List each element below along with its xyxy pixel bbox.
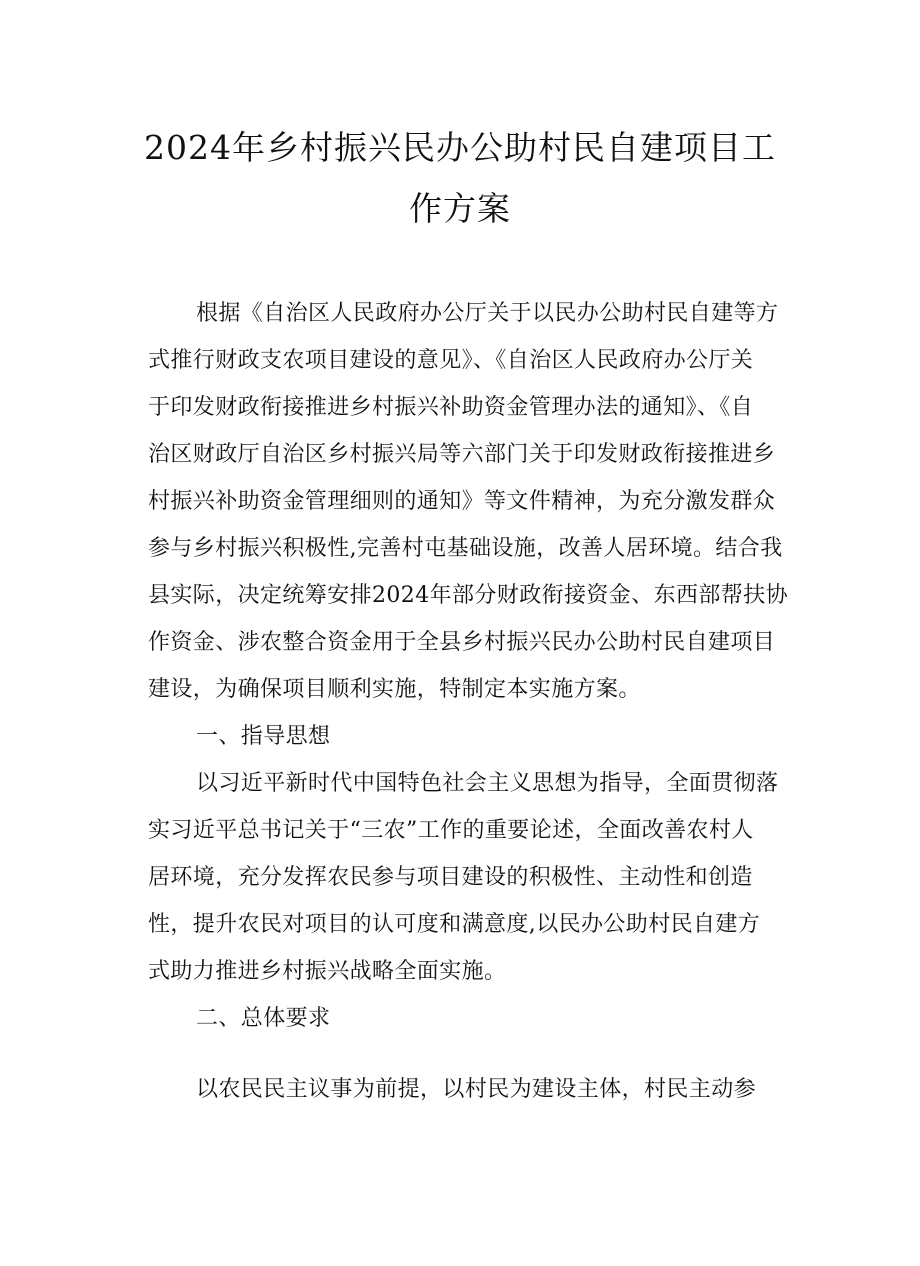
- document-title-line-1: 2024年乡村振兴民办公助村民自建项目工: [144, 128, 776, 167]
- section-heading-guiding-ideology: 一、指导思想: [196, 724, 331, 749]
- section1-paragraph-line: 居环境，充分发挥农民参与项目建设的积极性、主动性和创造: [148, 865, 753, 890]
- section1-paragraph-line: 实习近平总书记关于“三农”工作的重要论述，全面改善农村人: [148, 818, 754, 843]
- document-title-line-2: 作方案: [409, 189, 511, 228]
- intro-paragraph-line: 县实际，决定统筹安排2024年部分财政衔接资金、东西部帮扶协: [148, 583, 788, 608]
- intro-paragraph-line: 作资金、涉农整合资金用于全县乡村振兴民办公助村民自建项目: [148, 630, 776, 655]
- intro-paragraph-line: 村振兴补助资金管理细则的通知》等文件精神，为充分激发群众: [148, 489, 776, 514]
- section-heading-overall-requirements: 二、总体要求: [196, 1006, 331, 1031]
- intro-paragraph-line: 式推行财政支农项目建设的意见》、《自治区人民政府办公厅关: [148, 348, 754, 373]
- intro-paragraph-line: 建设，为确保项目顺利实施，特制定本实施方案。: [148, 677, 641, 702]
- section1-paragraph-line: 以习近平新时代中国特色社会主义思想为指导，全面贯彻落: [196, 771, 779, 796]
- section1-paragraph-line: 性，提升农民对项目的认可度和满意度,以民办公助村民自建方: [148, 912, 761, 937]
- intro-paragraph-line: 根据《自治区人民政府办公厅关于以民办公助村民自建等方: [196, 301, 779, 326]
- section2-paragraph-line: 以农民民主议事为前提，以村民为建设主体，村民主动参: [196, 1077, 757, 1102]
- intro-paragraph-line: 于印发财政衔接推进乡村振兴补助资金管理办法的通知》、《自: [148, 395, 754, 420]
- intro-paragraph-line: 参与乡村振兴积极性,完善村屯基础设施，改善人居环境。结合我: [148, 536, 783, 561]
- section1-paragraph-line: 式助力推进乡村振兴战略全面实施。: [148, 959, 507, 984]
- intro-paragraph-line: 治区财政厅自治区乡村振兴局等六部门关于印发财政衔接推进乡: [148, 442, 776, 467]
